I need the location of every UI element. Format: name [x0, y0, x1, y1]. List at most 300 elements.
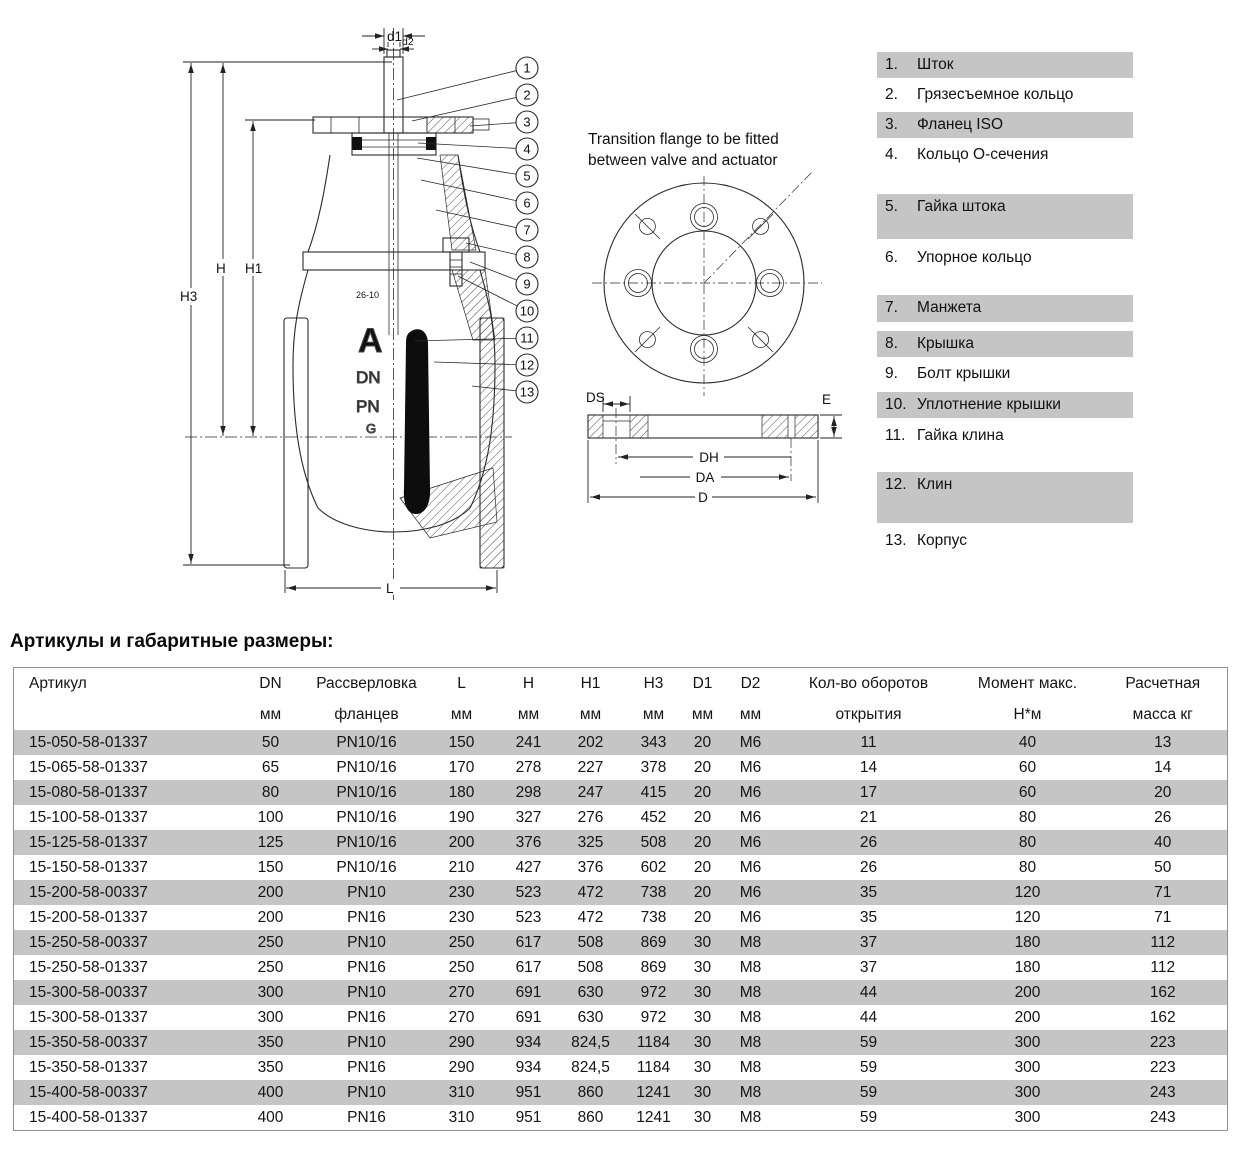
dim-label-l: L [386, 581, 394, 596]
value-cell: 80 [1018, 833, 1037, 851]
value-cell: 20 [693, 758, 712, 776]
value-cell: 508 [577, 958, 604, 976]
callout-number-10: 10 [519, 303, 535, 319]
value-cell: 65 [261, 758, 280, 776]
value-cell: 14 [859, 758, 878, 776]
value-cell: 860 [577, 1083, 604, 1101]
section-title: Артикулы и габаритные размеры: [10, 631, 334, 652]
dim-label-d2: d2 [402, 36, 414, 48]
value-cell: 523 [515, 908, 542, 926]
parts-list [877, 0, 1133, 570]
dim-arrowhead [620, 401, 629, 407]
value-cell: 162 [1149, 1008, 1176, 1026]
table-row [14, 1055, 1228, 1080]
part-label: Уплотнение крышки [917, 396, 1061, 413]
article-cell: 15-250-58-00337 [29, 933, 148, 951]
dim-arrowhead [188, 64, 194, 73]
value-cell: 300 [257, 983, 284, 1001]
callout-number-7: 7 [523, 222, 531, 238]
part-label: Корпус [917, 532, 967, 549]
value-cell: 180 [1014, 958, 1041, 976]
table-row [14, 1005, 1228, 1030]
transition-flange-section-view [586, 390, 842, 505]
callout-number-2: 2 [523, 87, 531, 103]
article-cell: 15-200-58-00337 [29, 883, 148, 901]
value-cell: 20 [693, 733, 712, 751]
article-cell: 15-250-58-01337 [29, 958, 148, 976]
note-line-1: Transition flange to be fitted [588, 131, 779, 148]
value-cell: 26 [859, 858, 878, 876]
dim-label-ds: DS [586, 390, 605, 405]
value-cell: M8 [739, 1033, 762, 1051]
value-cell: 200 [448, 833, 475, 851]
value-cell: 630 [577, 983, 604, 1001]
table-row [14, 805, 1228, 830]
value-cell: 180 [1014, 933, 1041, 951]
value-cell: 270 [448, 1008, 475, 1026]
value-cell: 162 [1149, 983, 1176, 1001]
dim-label-h: H [216, 261, 226, 276]
callout-number-3: 3 [523, 114, 531, 130]
value-cell: 71 [1154, 883, 1172, 901]
value-cell: 120 [1014, 883, 1041, 901]
value-cell: 80 [1018, 858, 1037, 876]
table-row [14, 780, 1228, 805]
value-cell: M6 [739, 733, 762, 751]
value-cell: M8 [739, 958, 762, 976]
column-header: L [457, 674, 466, 692]
article-cell: 15-300-58-01337 [29, 1008, 148, 1026]
value-cell: 180 [448, 783, 475, 801]
table-row [14, 905, 1228, 930]
cast-mark-pn: PN [356, 397, 380, 416]
dim-arrowhead [250, 122, 256, 131]
value-cell: PN10 [347, 883, 386, 901]
value-cell: 452 [640, 808, 667, 826]
value-cell: 523 [515, 883, 542, 901]
value-cell: 20 [1154, 783, 1172, 801]
value-cell: 26 [859, 833, 878, 851]
value-cell: M6 [739, 783, 762, 801]
column-header-units: масса кг [1132, 705, 1193, 723]
value-cell: 59 [859, 1033, 878, 1051]
value-cell: 247 [577, 783, 604, 801]
value-cell: 30 [693, 958, 712, 976]
callout-number-13: 13 [519, 384, 535, 400]
column-header: Артикул [29, 674, 87, 692]
value-cell: 230 [448, 883, 475, 901]
value-cell: 227 [577, 758, 604, 776]
value-cell: 951 [515, 1083, 542, 1101]
callout-number-1: 1 [523, 60, 531, 76]
dim-label-h1: H1 [245, 261, 263, 276]
part-number: 13. [885, 532, 907, 549]
value-cell: 630 [577, 1008, 604, 1026]
table-row [14, 1080, 1228, 1105]
value-cell: 60 [1018, 783, 1037, 801]
value-cell: 325 [577, 833, 604, 851]
part-number: 7. [885, 299, 898, 316]
parts-list-item [877, 295, 1133, 322]
value-cell: 200 [1014, 1008, 1041, 1026]
part-number: 4. [885, 146, 898, 163]
value-cell: PN10 [347, 1083, 386, 1101]
callout-number-5: 5 [523, 168, 531, 184]
value-cell: M6 [739, 758, 762, 776]
value-cell: PN10/16 [336, 833, 397, 851]
callout-leader-11 [414, 338, 527, 341]
value-cell: 300 [1014, 1033, 1041, 1051]
value-cell: 415 [640, 783, 667, 801]
table-row [14, 880, 1228, 905]
value-cell: M6 [739, 858, 762, 876]
article-cell: 15-350-58-00337 [29, 1033, 148, 1051]
value-cell: 50 [1154, 858, 1172, 876]
value-cell: 617 [515, 958, 542, 976]
value-cell: 300 [1014, 1058, 1041, 1076]
value-cell: 37 [859, 933, 878, 951]
value-cell: 200 [257, 908, 284, 926]
parts-list-item [877, 82, 1133, 108]
value-cell: PN10/16 [336, 783, 397, 801]
article-cell: 15-125-58-01337 [29, 833, 148, 851]
value-cell: 869 [640, 933, 667, 951]
part-number: 11. [885, 427, 906, 444]
value-cell: 934 [515, 1058, 542, 1076]
value-cell: 26 [1154, 808, 1172, 826]
value-cell: 20 [693, 908, 712, 926]
article-cell: 15-065-58-01337 [29, 758, 148, 776]
column-header: H3 [643, 674, 664, 692]
value-cell: 378 [640, 758, 667, 776]
value-cell: 241 [515, 733, 542, 751]
callout-number-8: 8 [523, 249, 531, 265]
value-cell: 112 [1150, 933, 1176, 951]
value-cell: 350 [257, 1058, 284, 1076]
value-cell: 250 [257, 958, 284, 976]
callout-number-9: 9 [523, 276, 531, 292]
parts-list-item [877, 392, 1133, 418]
value-cell: 59 [859, 1083, 878, 1101]
parts-list-item [877, 423, 1133, 449]
value-cell: 150 [448, 733, 475, 751]
part-number: 5. [885, 198, 898, 215]
value-cell: 21 [859, 808, 878, 826]
value-cell: 71 [1154, 908, 1172, 926]
column-header: Рассверловка [316, 674, 417, 692]
column-header-units: Н*м [1013, 705, 1042, 723]
value-cell: 602 [640, 858, 667, 876]
value-cell: 210 [448, 858, 475, 876]
parts-list-item [877, 142, 1133, 168]
callout-leader-6 [421, 180, 527, 203]
callout-number-12: 12 [519, 357, 535, 373]
dim-arrowhead [604, 401, 613, 407]
parts-list-item [877, 528, 1133, 554]
value-cell: 1241 [636, 1083, 671, 1101]
part-number: 8. [885, 335, 898, 352]
value-cell: 250 [257, 933, 284, 951]
value-cell: 276 [577, 808, 604, 826]
value-cell: 472 [577, 883, 604, 901]
value-cell: 80 [1018, 808, 1037, 826]
value-cell: 824,5 [571, 1058, 610, 1076]
dim-arrowhead [188, 554, 194, 563]
value-cell: 230 [448, 908, 475, 926]
value-cell: 972 [640, 1008, 667, 1026]
article-cell: 15-080-58-01337 [29, 783, 148, 801]
value-cell: 376 [515, 833, 542, 851]
value-cell: PN10/16 [336, 808, 397, 826]
value-cell: 738 [640, 883, 667, 901]
article-cell: 15-200-58-01337 [29, 908, 148, 926]
dimension-arrowheads [188, 33, 837, 591]
value-cell: 824,5 [571, 1033, 610, 1051]
cast-mark-g: G [366, 421, 377, 436]
column-header: H [522, 674, 535, 692]
part-label: Крышка [917, 335, 974, 352]
table-row [14, 955, 1228, 980]
column-header: Момент макс. [977, 674, 1078, 692]
value-cell: 30 [693, 1083, 712, 1101]
value-cell: M8 [739, 933, 762, 951]
callout-number-11: 11 [520, 330, 534, 346]
value-cell: 20 [693, 883, 712, 901]
table-row [14, 1105, 1228, 1131]
value-cell: 202 [577, 733, 604, 751]
value-cell: 310 [448, 1108, 475, 1126]
value-cell: 20 [693, 833, 712, 851]
parts-list-item [877, 361, 1133, 387]
value-cell: 40 [1154, 833, 1172, 851]
value-cell: PN10 [347, 933, 386, 951]
value-cell: 298 [515, 783, 542, 801]
part-label: Кольцо О-сечения [917, 146, 1049, 163]
value-cell: PN10/16 [336, 858, 397, 876]
dim-label-dh: DH [699, 450, 719, 465]
value-cell: M8 [739, 983, 762, 1001]
column-header-units: фланцев [334, 705, 399, 723]
dim-arrowhead [591, 494, 600, 500]
value-cell: 30 [693, 1058, 712, 1076]
note-line-2: between valve and actuator [588, 152, 778, 169]
value-cell: 290 [448, 1058, 475, 1076]
table-row [14, 930, 1228, 955]
column-header: Расчетная [1125, 674, 1201, 692]
value-cell: 50 [261, 733, 280, 751]
part-label: Гайка штока [917, 198, 1006, 215]
transition-flange-front-view [592, 172, 822, 396]
dim-arrowhead [220, 426, 226, 435]
value-cell: 508 [640, 833, 667, 851]
value-cell: 243 [1149, 1108, 1176, 1126]
value-cell: 13 [1154, 733, 1172, 751]
value-cell: M8 [739, 1008, 762, 1026]
part-number: 2. [885, 86, 898, 103]
value-cell: 310 [448, 1083, 475, 1101]
article-cell: 15-050-58-01337 [29, 733, 148, 751]
value-cell: 30 [693, 983, 712, 1001]
value-cell: 223 [1149, 1058, 1176, 1076]
value-cell: 17 [859, 783, 878, 801]
table-row [14, 755, 1228, 780]
value-cell: 59 [859, 1108, 878, 1126]
value-cell: PN16 [347, 1058, 386, 1076]
value-cell: 869 [640, 958, 667, 976]
value-cell: 1241 [636, 1108, 671, 1126]
value-cell: 30 [693, 1108, 712, 1126]
callout-leader-1 [397, 68, 527, 100]
part-number: 6. [885, 249, 898, 266]
dim-arrowhead [779, 474, 788, 480]
value-cell: PN10 [347, 1033, 386, 1051]
table-row [14, 980, 1228, 1005]
column-header: DN [259, 674, 282, 692]
value-cell: 427 [515, 858, 542, 876]
value-cell: 400 [257, 1108, 284, 1126]
dim-arrowhead [806, 494, 815, 500]
table-row [14, 830, 1228, 855]
column-header: H1 [580, 674, 601, 692]
parts-list-item [877, 194, 1133, 239]
value-cell: 30 [693, 1033, 712, 1051]
cast-mark-logo: A [358, 322, 383, 360]
dim-arrowhead [287, 585, 296, 591]
value-cell: 112 [1150, 958, 1176, 976]
part-number: 3. [885, 116, 898, 133]
value-cell: M6 [739, 833, 762, 851]
value-cell: 300 [257, 1008, 284, 1026]
dim-arrowhead [375, 33, 384, 39]
value-cell: PN16 [347, 958, 386, 976]
value-cell: 1184 [636, 1033, 671, 1051]
column-header-units: мм [259, 705, 282, 723]
value-cell: 120 [1014, 908, 1041, 926]
value-cell: 30 [693, 933, 712, 951]
column-header: D2 [740, 674, 761, 692]
dimensions-table [13, 667, 1228, 1131]
dim-arrowhead [486, 585, 495, 591]
value-cell: 860 [577, 1108, 604, 1126]
value-cell: 250 [448, 933, 475, 951]
value-cell: PN10/16 [336, 758, 397, 776]
value-cell: 290 [448, 1033, 475, 1051]
value-cell: 300 [1014, 1108, 1041, 1126]
part-label: Клин [917, 476, 953, 493]
value-cell: PN10/16 [336, 733, 397, 751]
column-header-units: мм [450, 705, 473, 723]
column-header: Кол-во оборотов [808, 674, 929, 692]
value-cell: 11 [860, 733, 877, 751]
column-header-units: мм [691, 705, 714, 723]
table-header [14, 668, 1228, 731]
part-label: Манжета [917, 299, 982, 316]
parts-list-item [877, 112, 1133, 138]
value-cell: 223 [1149, 1033, 1176, 1051]
value-cell: 278 [515, 758, 542, 776]
callout-number-4: 4 [523, 141, 531, 157]
dim-arrowhead [220, 64, 226, 73]
dim-arrowhead [619, 454, 628, 460]
parts-list-item [877, 245, 1133, 271]
value-cell: 343 [640, 733, 667, 751]
value-cell: 617 [515, 933, 542, 951]
value-cell: 243 [1149, 1083, 1176, 1101]
dim-label-h3: H3 [180, 289, 198, 304]
value-cell: M6 [739, 808, 762, 826]
value-cell: 350 [257, 1033, 284, 1051]
value-cell: 200 [1014, 983, 1041, 1001]
callout-number-6: 6 [523, 195, 531, 211]
dim-label-da: DA [695, 470, 715, 485]
article-cell: 15-150-58-01337 [29, 858, 148, 876]
value-cell: 972 [640, 983, 667, 1001]
part-label: Шток [917, 56, 954, 73]
column-header-units [14, 699, 233, 730]
value-cell: 14 [1154, 758, 1172, 776]
part-label: Упорное кольцо [917, 249, 1032, 266]
value-cell: 30 [693, 1008, 712, 1026]
parts-list-item [877, 331, 1133, 357]
dim-arrowhead [831, 417, 837, 426]
table-row [14, 730, 1228, 755]
value-cell: 934 [515, 1033, 542, 1051]
value-cell: 20 [693, 858, 712, 876]
value-cell: 44 [859, 983, 878, 1001]
value-cell: PN16 [347, 1008, 386, 1026]
value-cell: 200 [257, 883, 284, 901]
dim-arrowhead [250, 426, 256, 435]
value-cell: M6 [739, 883, 762, 901]
value-cell: M8 [739, 1083, 762, 1101]
parts-list-item [877, 472, 1133, 523]
value-cell: 190 [448, 808, 475, 826]
article-cell: 15-400-58-01337 [29, 1108, 148, 1126]
value-cell: 37 [859, 958, 878, 976]
table-row [14, 1030, 1228, 1055]
value-cell: 951 [515, 1108, 542, 1126]
value-cell: 376 [577, 858, 604, 876]
value-cell: 100 [257, 808, 284, 826]
dim-arrowhead [831, 427, 837, 436]
value-cell: 150 [257, 858, 284, 876]
article-cell: 15-350-58-01337 [29, 1058, 148, 1076]
value-cell: 250 [448, 958, 475, 976]
value-cell: 170 [448, 758, 475, 776]
column-header-units: мм [579, 705, 602, 723]
value-cell: 738 [640, 908, 667, 926]
article-cell: 15-300-58-00337 [29, 983, 148, 1001]
table-row [14, 855, 1228, 880]
value-cell: PN16 [347, 908, 386, 926]
part-label: Грязесъемное кольцо [917, 86, 1074, 103]
parts-list-item [877, 52, 1133, 78]
value-cell: 59 [859, 1058, 878, 1076]
value-cell: 472 [577, 908, 604, 926]
part-number: 10. [885, 396, 907, 413]
dim-label-d: D [698, 490, 708, 505]
part-number: 1. [885, 56, 898, 73]
article-cell: 15-400-58-00337 [29, 1083, 148, 1101]
value-cell: 60 [1018, 758, 1037, 776]
value-cell: 508 [577, 933, 604, 951]
part-label: Болт крышки [917, 365, 1011, 382]
article-cell: 15-100-58-01337 [29, 808, 148, 826]
value-cell: 20 [693, 808, 712, 826]
column-header-units: открытия [835, 705, 902, 723]
value-cell: M6 [739, 908, 762, 926]
value-cell: 35 [859, 908, 878, 926]
